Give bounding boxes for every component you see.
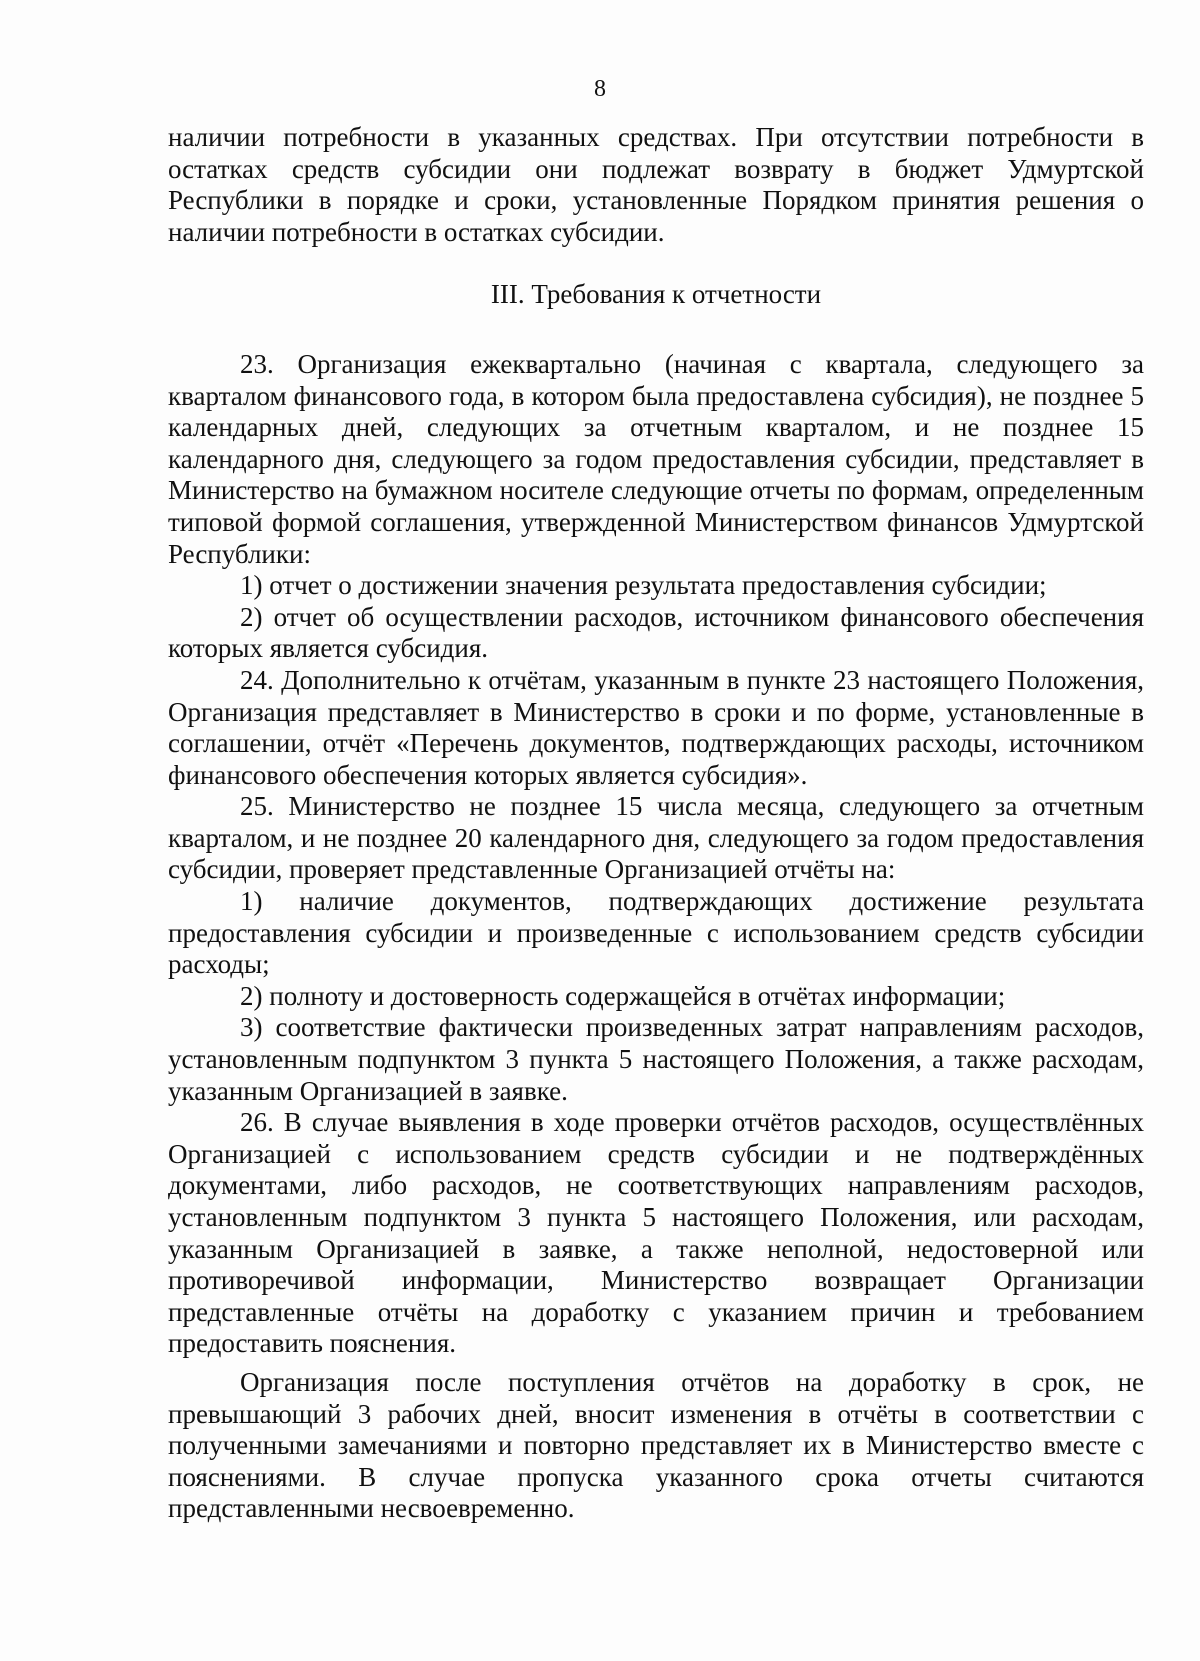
paragraph-23: 23. Организация ежеквартально (начиная с квартала, следующего за кварталом финансового года, в котором была предоставлена субсидия), не позднее 5 календарных дней, следующих за отчетным кварталом, и не позднее 15 календарного дня, следующего за годом предоставления субсидии, представляет в Министерство на бумажном носителе следующие отчеты по формам, определенным типовой формой соглашения, утвержденной Министерством финансов Удмуртской Республики:	[168, 348, 1144, 569]
paragraph-25-item-3: 3) соответствие фактически произведенных затрат направлениям расходов, установленным подпунктом 3 пункта 5 настоящего Положения, а также расходам, указанным Организацией в заявке.	[168, 1012, 1144, 1106]
paragraph-24: 24. Дополнительно к отчётам, указанным в пункте 23 настоящего Положения, Организация представляет в Министерство в сроки и по форме, установленные в соглашении, отчёт «Перечень документов, подтверждающих расходы, источником финансового обеспечения которых является субсидия».	[168, 664, 1144, 790]
document-body	[168, 122, 1144, 1525]
paragraph-25-item-1: 1) наличие документов, подтверждающих достижение результата предоставления субсидии и произведенные с использованием средств субсидии расходы;	[168, 886, 1144, 980]
paragraph-25-item-2: 2) полноту и достоверность содержащейся в отчётах информации;	[240, 980, 1006, 1011]
paragraph-25: 25. Министерство не позднее 15 числа месяца, следующего за отчетным кварталом, и не позднее 20 календарного дня, следующего за годом предоставления субсидии, проверяет представленные Организацией отчёты на:	[168, 791, 1144, 885]
paragraph-continuation: наличии потребности в указанных средствах. При отсутствии потребности в остатках средств субсидии они подлежат возврату в бюджет Удмуртской Республики в порядке и сроки, установленные Порядком принятия решения о наличии потребности в остатках субсидии.	[168, 122, 1144, 247]
section-heading: III. Требования к отчетности	[490, 279, 822, 310]
paragraph-26: 26. В случае выявления в ходе проверки отчётов расходов, осуществлённых Организацией с использованием средств субсидии и не подтверждённых документами, либо расходов, не соответствующих направлениям расходов, установленным подпунктом 3 пункта 5 настоящего Положения, или расходам, указанным Организацией в заявке, а также неполной, недостоверной или противоречивой информации, Министерство возвращает Организации представленные отчёты на доработку с указанием причин и требованием предоставить пояснения.	[168, 1107, 1144, 1359]
paragraph-26-continuation: Организация после поступления отчётов на доработку в срок, не превышающий 3 рабочих дней, вносит изменения в отчёты в соответствии с полученными замечаниями и повторно представляет их в Министерство вместе с пояснениями. В случае пропуска указанного срока отчеты считаются представленными несвоевременно.	[168, 1366, 1144, 1524]
page-number: 8	[594, 76, 606, 102]
paragraph-23-item-1: 1) отчет о достижении значения результата предоставления субсидии;	[240, 570, 1047, 601]
paragraph-23-item-2: 2) отчет об осуществлении расходов, источником финансового обеспечения которых является субсидия.	[168, 601, 1144, 664]
